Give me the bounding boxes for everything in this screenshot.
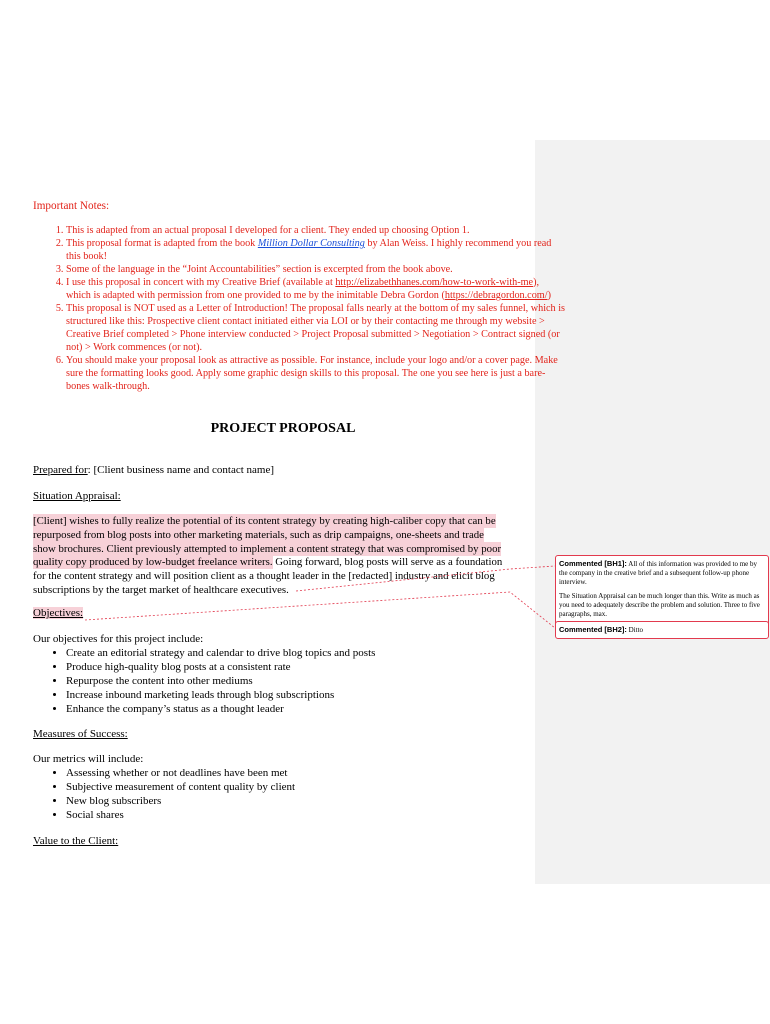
list-item: • Repurpose the content into other mediums [66, 674, 566, 688]
prepared-for-value: : [Client business name and contact name] [87, 464, 275, 476]
list-item: • New blog subscribers [66, 794, 566, 808]
measures-label: Measures of Success: [33, 728, 128, 740]
page-title: PROJECT PROPOSAL [210, 421, 356, 436]
situation-highlighted-text[interactable]: [Client] wishes to fully realize the potential of its content strategy by creating high-caliber copy that can be repurposed from blog posts into other marketing materials, such as drip campaigns, one-sheets and trade show brochures. Client previously attempted to implement a content strategy that was compromised by poor quality copy produced by low-budget freelance writers. [33, 515, 502, 569]
book-link[interactable]: Million Dollar Consulting [257, 238, 365, 249]
comment-bh2-body: Ditto [628, 626, 644, 634]
list-item: • Create an editorial strategy and calendar to drive blog topics and posts [66, 646, 566, 660]
note-2-pre: This proposal format is adapted from the book [66, 238, 258, 249]
comment-bh1-tag: Commented [BH1]: [559, 559, 627, 568]
note-4-mid: ), which is adapted with permission from one provided to me by the inimitable Debra Gordon ( [66, 277, 540, 301]
list-item: • Increase inbound marketing leads through blog subscriptions [66, 688, 566, 702]
note-3: 3. Some of the language in the “Joint Accountabilities” section is excerpted from the book above. [66, 263, 566, 276]
comment-bh2[interactable] [555, 621, 769, 639]
comment-bh1-body1: All of this information was provided to me by the company in the creative brief and a subsequent follow-up phone interview. [559, 560, 758, 586]
work-with-me-link[interactable]: http://elizabethhanes.com/how-to-work-with-me [335, 277, 534, 288]
list-item: • Assessing whether or not deadlines have been met [66, 766, 566, 780]
comment-2-connector [85, 592, 555, 628]
comment-bh1-body2: The Situation Appraisal can be much longer than this. Write as much as you need to adequately describe the problem and solution. Three to five paragraphs, max. [559, 592, 760, 618]
value-label: Value to the Client: [33, 835, 119, 847]
debragordon-link[interactable]: https://debragordon.com/ [444, 290, 548, 301]
objectives-intro: Our objectives for this project include: [33, 633, 204, 645]
note-6: 6. You should make your proposal look as attractive as possible. For instance, include your logo and/or a cover page. Make sure the formatting looks good. Apply some graphic design skills to this proposal. The one you see here is just a bare-bones walk-through. [66, 354, 566, 393]
note-4-pre: I use this proposal in concert with my Creative Brief (available at [66, 277, 336, 288]
note-4-post: ) [547, 290, 551, 301]
note-5: 5. This proposal is NOT used as a Letter of Introduction! The proposal falls nearly at the bottom of my sales funnel, which is structured like this: Prospective client contact initiated either via LOI or by their contacting me through my website > Creative Brief completed > Phone interview conducted > Project Proposal submitted > Negotiation > Contract signed (or not) > Work commences (or not). [66, 302, 566, 354]
situation-label: Situation Appraisal: [33, 490, 121, 502]
comment-1-connector [296, 566, 555, 591]
measures-intro: Our metrics will include: [33, 753, 144, 765]
list-item: • Social shares [66, 808, 566, 822]
notes-title: Important Notes: [33, 200, 110, 212]
prepared-for-label: Prepared for [33, 464, 88, 476]
comment-bh1[interactable] [555, 555, 769, 627]
note-2-post: by Alan Weiss. I highly recommend you read this book! [66, 238, 552, 262]
list-item: • Subjective measurement of content quality by client [66, 780, 566, 794]
objectives-label-text[interactable]: Objectives: [33, 607, 84, 619]
comment-bh1-text1 [559, 559, 765, 587]
situation-plain-text: Going forward, blog posts will serve as a foundation for the content strategy and will position client as a thought leader in the [redacted] industry and elicit blog subscriptions by the target market of healthcare executives. [33, 556, 503, 596]
comment-bh2-tag: Commented [BH2]: [559, 625, 627, 634]
note-1: 1. This is adapted from an actual proposal I developed for a client. They ended up choosing Option 1. [66, 224, 566, 237]
list-item: • Produce high-quality blog posts at a consistent rate [66, 660, 566, 674]
list-item: • Enhance the company’s status as a thought leader [66, 702, 566, 716]
